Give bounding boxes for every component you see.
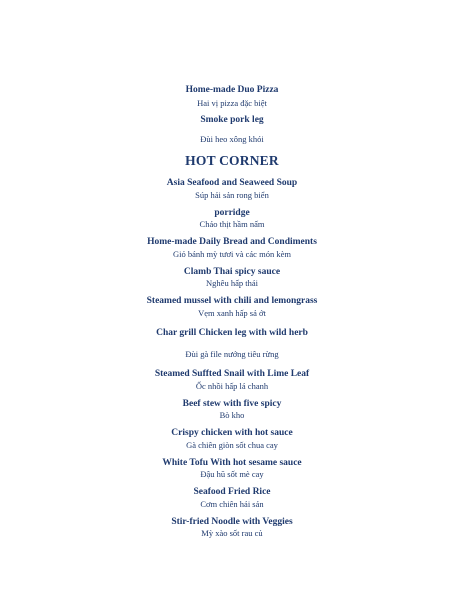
- menu-item-name: Home-made Duo Pizza: [185, 85, 279, 95]
- menu-item-vietnamese: Giỏ bánh mỳ tươi và các món kèm: [173, 249, 291, 259]
- menu-item-vietnamese: Cơm chiên hải sản: [200, 499, 264, 509]
- menu-item-vietnamese: Gà chiên giòn sốt chua cay: [186, 440, 278, 450]
- menu-item-vietnamese: Mỳ xào sốt rau củ: [201, 528, 263, 538]
- menu-item-name: Beef stew with five spicy: [182, 399, 282, 409]
- menu-item-name: Crispy chicken with hot sauce: [171, 428, 293, 438]
- menu-item-vietnamese: Súp hải sản rong biển: [195, 190, 269, 200]
- menu-item-name: Char grill Chicken leg with wild herb: [156, 328, 308, 338]
- menu-item-name: Seafood Fried Rice: [193, 487, 271, 497]
- menu-item-name: Clamb Thai spicy sauce: [183, 267, 281, 277]
- section-title: HOT CORNER: [185, 153, 279, 168]
- menu-item-vietnamese: Cháo thịt hầm nấm: [199, 219, 265, 229]
- menu-item-vietnamese: Đùi heo xông khói: [200, 134, 264, 144]
- menu-item-name: Stir-fried Noodle with Veggies: [171, 517, 293, 527]
- menu-item-name: porridge: [214, 208, 250, 218]
- menu-item-name: Steamed Suffted Snail with Lime Leaf: [154, 369, 310, 379]
- menu-item-vietnamese: Hai vị pizza đặc biệt: [197, 98, 267, 108]
- menu-item-name: Asia Seafood and Seaweed Soup: [166, 178, 298, 188]
- menu-item-vietnamese: Bò kho: [219, 410, 245, 420]
- menu-item-name: White Tofu With hot sesame sauce: [162, 458, 302, 468]
- menu-item-vietnamese: Nghêu hấp thái: [206, 278, 258, 288]
- menu-item-vietnamese: Đậu hũ sốt mè cay: [200, 469, 264, 479]
- menu-item-vietnamese: Vẹm xanh hấp sả ớt: [198, 308, 266, 318]
- menu-item-vietnamese: Đùi gà file nướng tiêu rừng: [185, 349, 279, 359]
- menu-item-name: Smoke pork leg: [200, 115, 264, 125]
- menu-item-name: Home-made Daily Bread and Condiments: [147, 237, 317, 247]
- menu-item-vietnamese: Ốc nhồi hấp lá chanh: [195, 381, 269, 391]
- menu-item-name: Steamed mussel with chili and lemongrass: [146, 296, 318, 306]
